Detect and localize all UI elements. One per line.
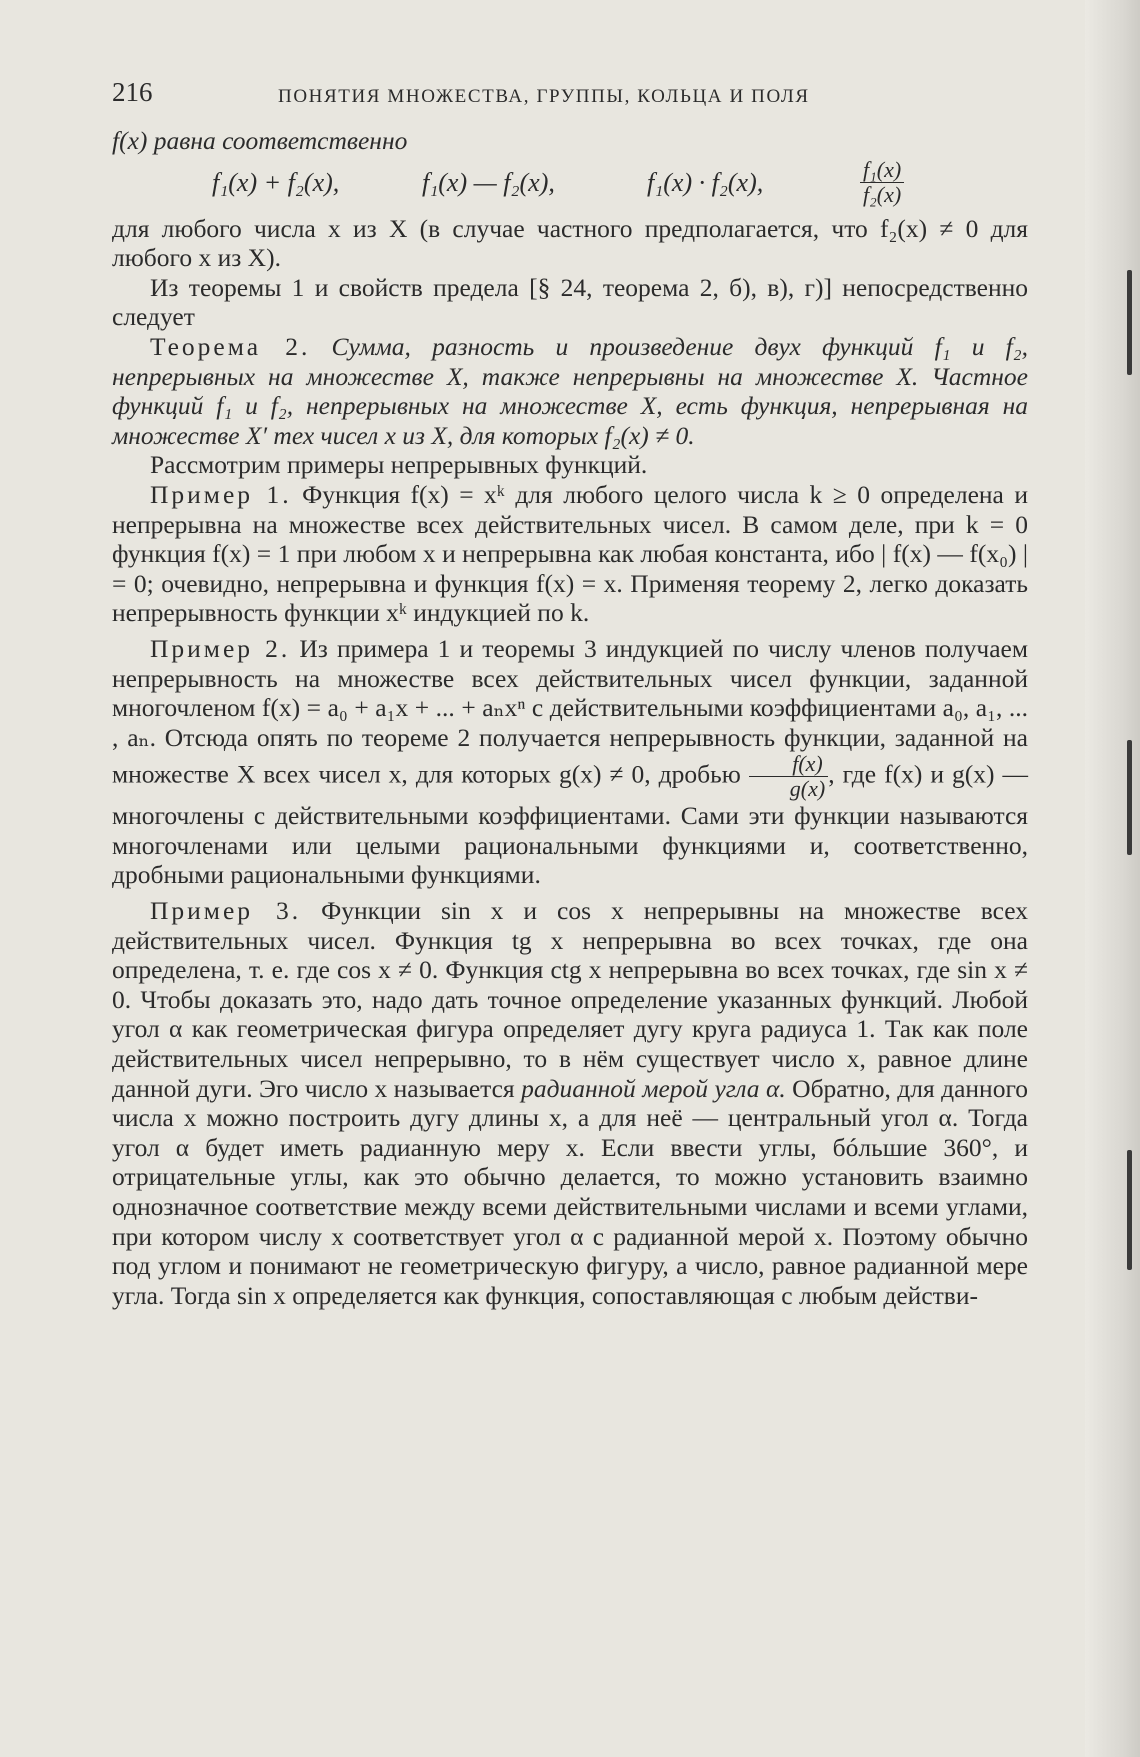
intro-continuation: для любого числа x из X (в случае частного предполагается, что f₂(x) ≠ 0 для любого x из X). (112, 213, 1028, 273)
scan-edge-mark (1127, 1150, 1132, 1270)
example-label: Пример 3. (150, 896, 302, 926)
scan-edge-mark (1127, 740, 1132, 855)
example-text: Из примера 1 и теоремы 3 индукцией по числу членов получаем непрерывность на множестве всех действительных чисел функции, заданной многочленом f(x) = a₀ + a₁x + ... + aₙxⁿ с действительными коэффициентами a₀, a₁, ... , aₙ. Отсюда опять по теореме 2 получается непрерывность функции, заданной на множестве X всех чисел x, для которых g(x) ≠ 0, дробью (112, 633, 1029, 789)
formula-quotient: $\frac{\text{f₁(x)}}{\text{f₂(x)}}$ (860, 158, 904, 207)
rational-fraction: $\frac{f(x)}{g(x)}$ (749, 752, 828, 801)
scan-edge-mark (1127, 270, 1132, 375)
example-1 (112, 480, 1028, 628)
theorem-label: Теорема 2. (150, 331, 311, 361)
example-3 (112, 896, 1028, 1310)
theorem-text: Сумма, разность и произведение двух функций f₁ и f₂, непрерывных на множестве X, также непрерывны на множестве X. Частное функций f₁ и f₂, непрерывных на множестве X, есть функция, непрерывная на множестве X′ тех чисел x из X, для которых f₂(x) ≠ 0. (112, 331, 1029, 450)
page-content (112, 78, 1028, 1310)
page-header (112, 78, 1028, 126)
example-label: Пример 1. (150, 479, 292, 509)
page-edge-shadow (1085, 0, 1140, 1757)
operations-formula (212, 156, 1028, 214)
paragraph-examples-intro: Рассмотрим примеры непрерывных функций. (150, 450, 648, 480)
example-2 (112, 634, 1028, 890)
example-text: Функции sin x и cos x непрерывны на множестве всех действительных чисел. Функция tg x непрерывна во всех точках, где она определена, т. е. где cos x ≠ 0. Функция ctg x непрерывна во всех точках, где sin x ≠ 0. Чтобы доказать это, надо дать точное определение указанных функций. Любой угол α как геометрическая фигура определяет дугу круга радиуса 1. Так как поле действительных чисел непрерывно, то в нём существует число x, равное длине данной дуги. Эго число x называется (112, 896, 1029, 1103)
formula-product: f₁(x) · f₂(x), (647, 167, 764, 197)
defined-term: радианной мерой угла α. (521, 1073, 786, 1103)
formula-difference: f₁(x) — f₂(x), (422, 167, 555, 197)
example-text-continued: , где f(x) и g(x) — многочлены с действительными коэффициентами. Сами эти функции называются многочленами или целыми рациональными функциями и, соответственно, дробными рациональными функциями. (112, 759, 1028, 890)
example-text-continued: Обратно, для данного числа x можно построить дугу длины x, а для неё — центральный угол α. Тогда угол α будет иметь радианную меру x. Если ввести углы, бóльшие 360°, и отрицательные углы, как это обычно делается, то можно установить взаимно однозначное соответствие между всеми действительными числами и всеми углами, при котором числу x соответствует угол α с радианной мерой x. Поэтому обычно под углом и понимают не геометрическую фигуру, а число, равное радианной мере угла. Тогда sin x определяется как функция, сопоставляющая с любым действи- (112, 1073, 1029, 1310)
theorem-2 (112, 332, 1028, 450)
intro-line: f(x) равна соответственно (112, 126, 408, 155)
page-number: 216 (112, 77, 153, 107)
example-text: Функция f(x) = xᵏ для любого целого числа k ≥ 0 определена и непрерывна на множестве всех действительных чисел. В самом деле, при k = 0 функция f(x) = 1 при любом x и непрерывна как любая константа, ибо | f(x) — f(x₀) | = 0; очевидно, непрерывна и функция f(x) = x. Применяя теорему 2, легко доказать непрерывность функции xᵏ индукцией по k. (112, 479, 1028, 628)
example-label: Пример 2. (150, 633, 291, 663)
formula-sum: f₁(x) + f₂(x), (212, 167, 340, 197)
running-title: ПОНЯТИЯ МНОЖЕСТВА, ГРУППЫ, КОЛЬЦА И ПОЛЯ (278, 86, 810, 107)
paragraph-theorem1-reference: Из теоремы 1 и свойств предела [§ 24, теорема 2, б), в), г)] непосредственно следует (112, 272, 1028, 332)
